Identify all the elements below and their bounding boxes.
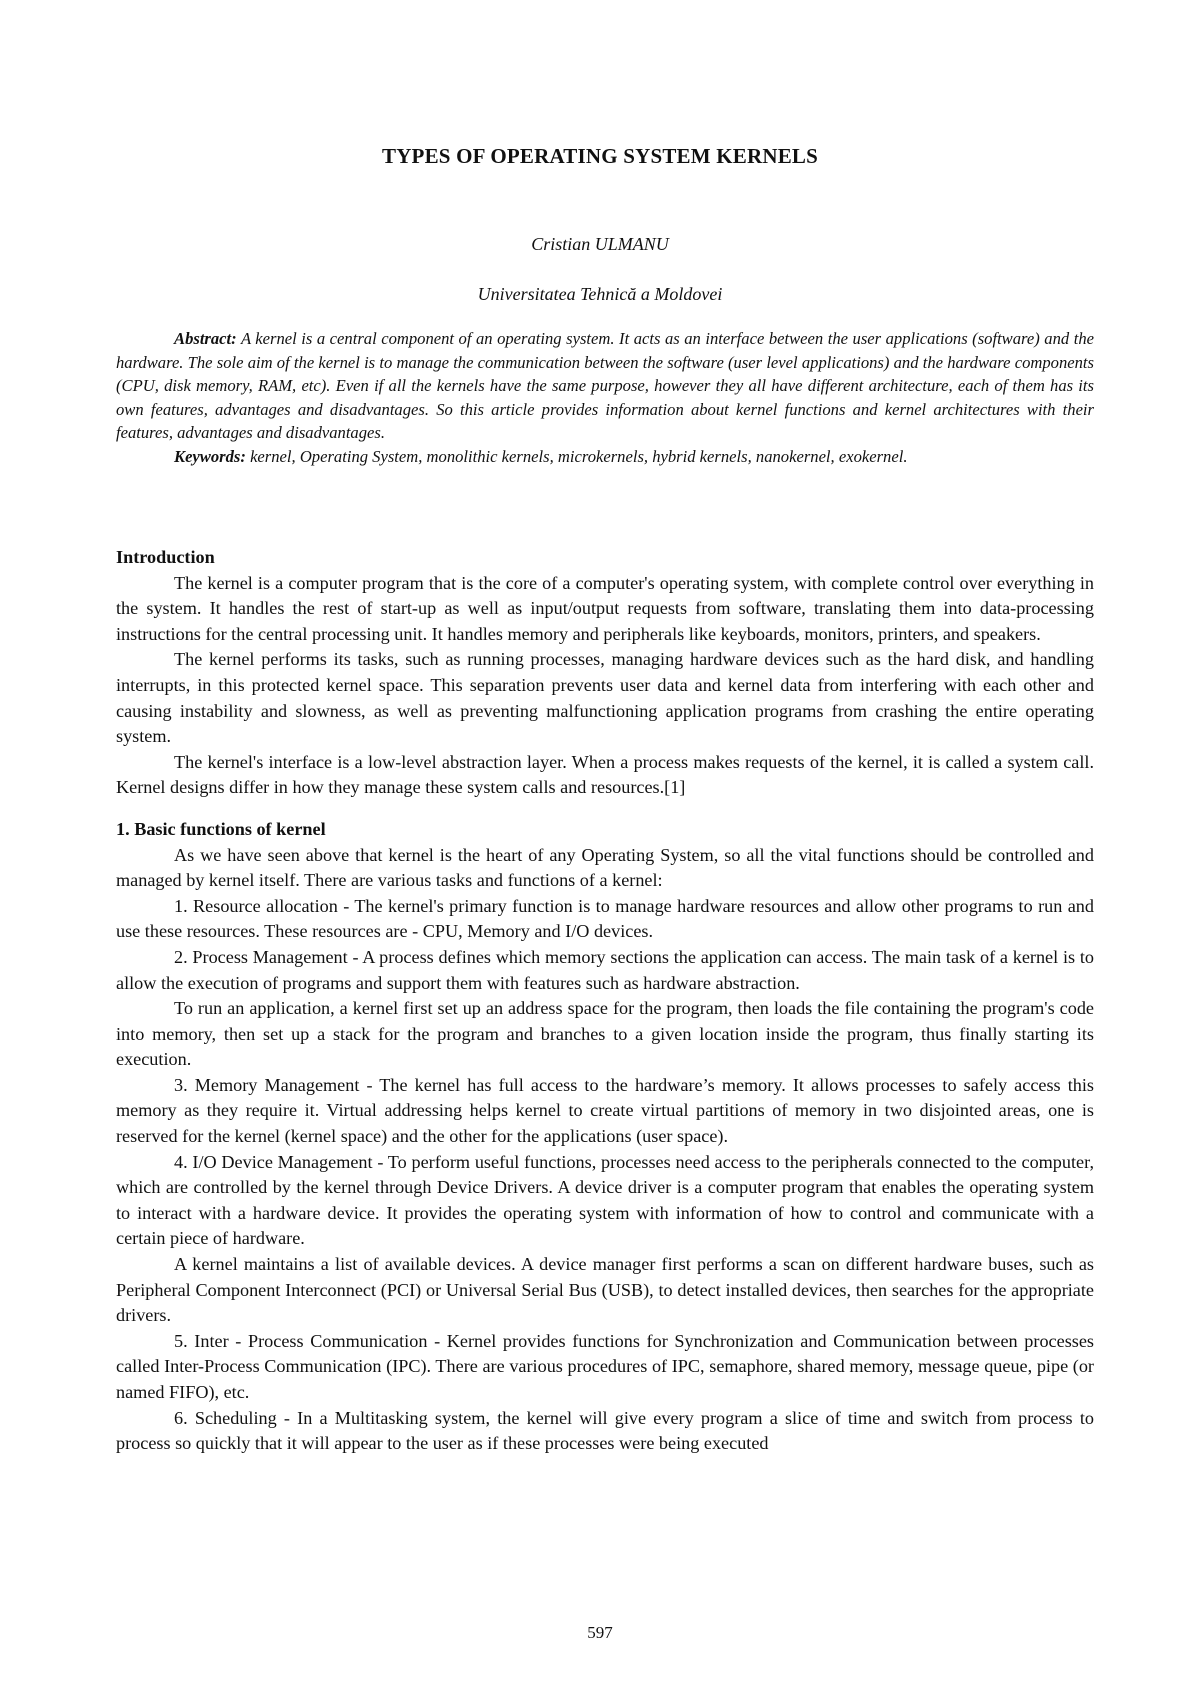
section1-paragraph: 6. Scheduling - In a Multitasking system, the kernel will give every program a slice of time and switch from process to process so quickly that it will appear to the user as if these processes were being executed bbox=[116, 1407, 1094, 1454]
abstract-label: Abstract: bbox=[174, 329, 237, 348]
abstract-paragraph bbox=[116, 327, 1094, 445]
section1-paragraph: As we have seen above that kernel is the heart of any Operating System, so all the vital functions should be controlled and managed by kernel itself. There are various tasks and functions of a kernel: bbox=[116, 844, 1094, 891]
intro-paragraph: The kernel's interface is a low-level abstraction layer. When a process makes requests of the kernel, it is called a system call. Kernel designs differ in how they manage these system calls and resources.[1] bbox=[116, 751, 1094, 798]
author-affiliation: Universitatea Tehnică a Moldovei bbox=[477, 284, 723, 304]
introduction-heading: Introduction bbox=[116, 547, 215, 567]
section-spacer bbox=[116, 801, 1094, 817]
abstract-block bbox=[116, 327, 1094, 468]
section1-paragraph: 2. Process Management - A process defines which memory sections the application can access. The main task of a kernel is to allow the execution of programs and support them with features such as hardware abstraction. bbox=[116, 946, 1094, 993]
keywords-label: Keywords: bbox=[174, 446, 246, 466]
keywords-line bbox=[116, 445, 1094, 469]
paper-title: TYPES OF OPERATING SYSTEM KERNELS bbox=[381, 144, 818, 168]
section1-paragraph: 5. Inter - Process Communication - Kernel provides functions for Synchronization and Communication between processes called Inter-Process Communication (IPC). There are various procedures of IPC, semaphore, shared memory, message queue, pipe (or named FIFO), etc. bbox=[116, 1330, 1094, 1402]
body-text bbox=[116, 545, 1094, 1457]
intro-paragraph: The kernel is a computer program that is the core of a computer's operating system, with complete control over everything in the system. It handles the rest of start-up as well as input/output requests from software, translating them into data-processing instructions for the central processing unit. It handles memory and peripherals like keyboards, monitors, printers, and speakers. bbox=[116, 572, 1094, 644]
section1-paragraph: 1. Resource allocation - The kernel's primary function is to manage hardware resources and allow other programs to run and use these resources. These resources are - CPU, Memory and I/O devices. bbox=[116, 895, 1094, 942]
section1-paragraph: A kernel maintains a list of available devices. A device manager first performs a scan on different hardware buses, such as Peripheral Component Interconnect (PCI) or Universal Serial Bus (USB), to detect installed devices, then searches for the appropriate drivers. bbox=[116, 1254, 1094, 1326]
section1-heading: 1. Basic functions of kernel bbox=[116, 818, 326, 839]
section1-paragraph: 3. Memory Management - The kernel has full access to the hardware’s memory. It allows processes to safely access this memory as they require it. Virtual addressing helps kernel to create virtual partitions of memory in two disjointed areas, one is reserved for the kernel (kernel space) and the other for the applications (user space). bbox=[116, 1074, 1094, 1147]
page-number: 597 bbox=[587, 1623, 613, 1642]
section1-paragraph: To run an application, a kernel first set up an address space for the program, then loads the file containing the program's code into memory, then set up a stack for the program and branches to a given location inside the program, thus finally starting its execution. bbox=[116, 998, 1094, 1070]
author-name: Cristian ULMANU bbox=[531, 234, 669, 254]
section1-paragraph: 4. I/O Device Management - To perform useful functions, processes need access to the peripherals connected to the computer, which are controlled by the kernel through Device Drivers. A device driver is a computer program that enables the operating system to interact with a hardware device. It provides the operating system with information of how to control and communicate with a certain piece of hardware. bbox=[116, 1151, 1094, 1249]
intro-paragraph: The kernel performs its tasks, such as running processes, managing hardware devices such as the hard disk, and handling interrupts, in this protected kernel space. This separation prevents user data and kernel data from interfering with each other and causing instability and slowness, as well as preventing malfunctioning application programs from crashing the entire operating system. bbox=[116, 649, 1094, 747]
keywords-text: kernel, Operating System, monolithic kernels, microkernels, hybrid kernels, nanokernel, exokernel. bbox=[250, 446, 908, 466]
abstract-text: A kernel is a central component of an operating system. It acts as an interface between the user applications (software) and the hardware. The sole aim of the kernel is to manage the communication between the software (user level applications) and the hardware components (CPU, disk memory, RAM, etc). Even if all the kernels have the same purpose, however they all have different architecture, each of them has its own features, advantages and disadvantages. So this article provides information about kernel functions and kernel architectures with their features, advantages and disadvantages. bbox=[116, 329, 1094, 442]
